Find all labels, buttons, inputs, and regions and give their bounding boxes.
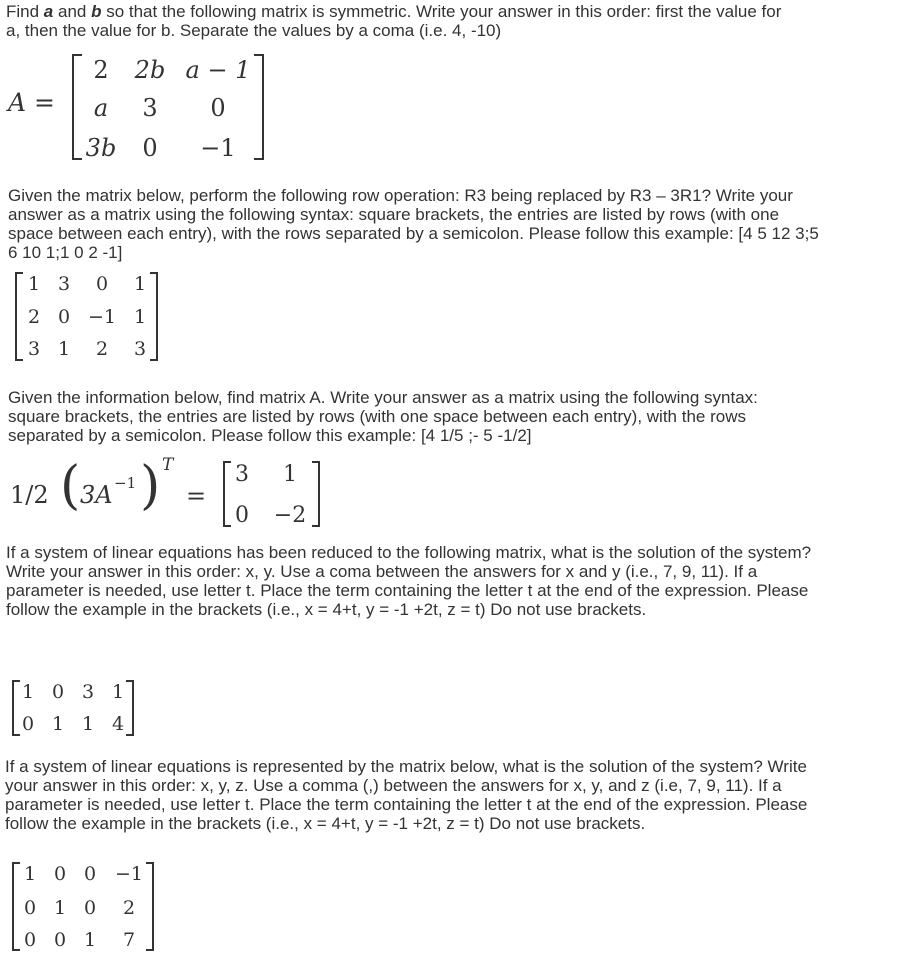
q5-m-1-3: 2 — [122, 897, 136, 919]
q5-m-0-3: −1 — [114, 863, 143, 885]
q1-m-0-1: 2b — [134, 56, 166, 84]
q2-m-0-0: 1 — [27, 273, 41, 295]
q4-m-1-0: 0 — [21, 713, 35, 735]
q3-left-paren: ( — [60, 456, 81, 516]
q2-m-1-0: 2 — [27, 306, 41, 328]
q2-m-0-1: 3 — [57, 273, 71, 295]
q2-m-2-0: 3 — [27, 338, 41, 360]
q2-m-1-2: −1 — [87, 306, 116, 328]
q1-rest: so that the following matrix is symmetric. Write your answer in this order: first the value for a, then the value for b. Separate the values by a coma (i.e. 4, -10) — [6, 2, 782, 40]
q2-m-2-2: 2 — [95, 338, 109, 360]
q5-m-2-1: 0 — [53, 929, 67, 951]
q4-m-0-1: 0 — [51, 681, 65, 703]
q1-var-b: b — [91, 2, 102, 21]
q4-m-0-3: 1 — [111, 681, 125, 703]
question-1-text — [6, 2, 796, 40]
q1-left-bracket — [72, 54, 82, 160]
question-5-text: If a system of linear equations is represented by the matrix below, what is the solution of the system? Write your answer in this order: x, y, z. Use a comma (,) between the answers for x, y, and z (i.e, 7, 9, 11). If a parameter is needed, use letter t. Place the term containing the letter t at the end of the expression. Please follow the example in the brackets (i.e., x = 4+t, y = -1 +2t, z = t) Do not use brackets. — [5, 757, 808, 833]
q4-m-1-1: 1 — [51, 713, 65, 735]
q3-equals: = — [186, 482, 207, 510]
q3-inner: 3A — [80, 481, 113, 509]
q1-m-2-0: 3b — [85, 134, 117, 162]
q5-m-0-1: 0 — [53, 863, 67, 885]
q3-m-1-1: −2 — [273, 503, 307, 528]
q1-m-2-2: −1 — [200, 134, 236, 162]
q2-m-0-2: 0 — [95, 273, 109, 295]
q3-m-0-0: 3 — [235, 462, 249, 487]
q1-m-2-1: 0 — [142, 134, 158, 162]
q1-m-0-0: 2 — [93, 56, 109, 84]
q2-m-0-3: 1 — [133, 273, 147, 295]
q5-m-2-0: 0 — [23, 929, 37, 951]
q5-m-1-2: 0 — [83, 897, 97, 919]
q5-m-1-1: 1 — [53, 897, 67, 919]
q5-m-1-0: 0 — [23, 897, 37, 919]
q5-m-0-0: 1 — [23, 863, 37, 885]
q1-pre: Find — [6, 2, 44, 21]
q5-m-2-3: 7 — [122, 929, 136, 951]
q4-m-0-0: 1 — [21, 681, 35, 703]
q1-equals: = — [34, 88, 55, 117]
question-4-text: If a system of linear equations has been reduced to the following matrix, what is the solution of the system? Write your answer in this order: x, y. Use a coma between the answers for x and y (i.e., 7, 9, 11). If a parameter is needed, use letter t. Place the term containing the letter t at the end of the expression. Please follow the example in the brackets (i.e., x = 4+t, y = -1 +2t, z = t) Do not use brackets. — [6, 543, 812, 619]
q3-coefficient: 1/2 — [10, 481, 49, 509]
q4-m-0-2: 3 — [81, 681, 95, 703]
q2-m-2-3: 3 — [133, 338, 147, 360]
q2-m-2-1: 1 — [57, 338, 71, 360]
q1-m-0-2: a − 1 — [185, 56, 251, 84]
q5-m-0-2: 0 — [83, 863, 97, 885]
q3-m-0-1: 1 — [283, 462, 297, 487]
q1-m-1-1: 3 — [142, 94, 158, 122]
q1-m-1-2: 0 — [210, 94, 226, 122]
q3-m-1-0: 0 — [235, 503, 249, 528]
q4-m-1-3: 4 — [111, 713, 125, 735]
q3-right-paren: ) — [140, 456, 161, 516]
question-3-text: Given the information below, find matrix A. Write your answer as a matrix using the following syntax: square brackets, the entries are listed by rows (with one space between each entry), with the rows separated by a semicolon. Please follow this example: [4 1/5 ;- 5 -1/2] — [8, 388, 758, 445]
q2-m-1-3: 1 — [133, 306, 147, 328]
q3-right-bracket — [312, 461, 320, 527]
q2-m-1-1: 0 — [57, 306, 71, 328]
q1-m-1-0: a — [93, 94, 109, 122]
q1-var-a: a — [43, 2, 54, 21]
question-2-text: Given the matrix below, perform the following row operation: R3 being replaced by R3 – 3R1? Write your answer as a matrix using the following syntax: square brackets, the entries are listed by rows (with one space between each entry), with the rows separated by a semicolon. Please follow this example: [4 5 12 3;5 6 10 1;1 0 2 -1] — [8, 186, 819, 262]
q1-lhs: A — [8, 88, 27, 117]
q4-m-1-2: 1 — [81, 713, 95, 735]
q3-inverse-exponent: −1 — [114, 474, 137, 492]
q5-m-2-2: 1 — [83, 929, 97, 951]
q3-transpose: T — [162, 455, 174, 475]
q1-mid: and — [53, 2, 92, 21]
